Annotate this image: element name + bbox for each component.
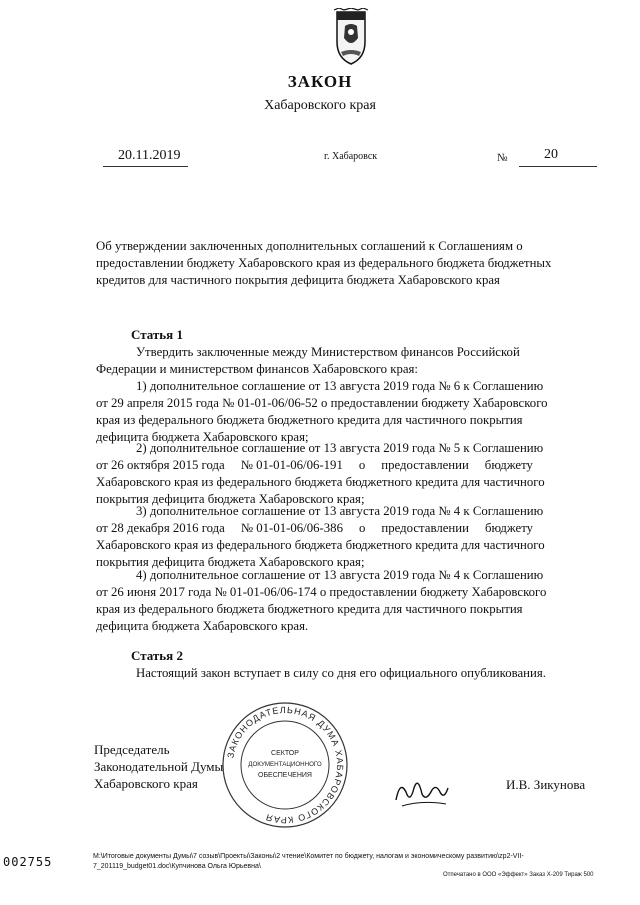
text-line: покрытия дефицита бюджета Хабаровского края;	[96, 492, 365, 506]
text-line: покрытия дефицита бюджета Хабаровского края;	[96, 555, 365, 569]
text-line: Федерации и министерством финансов Хабаровского края:	[96, 362, 418, 376]
text-line: 2) дополнительное соглашение от 13 августа 2019 года № 5 к Соглашению	[136, 441, 544, 455]
file-path	[93, 852, 613, 872]
text-line: от 26 октября 2015 года № 01-01-06/06-191 о предоставлении бюджету	[96, 458, 533, 472]
print-note: Отпечатано в ООО «Эффект» Заказ Х-209 Тираж 500	[443, 872, 594, 878]
article-1-item-2	[96, 440, 604, 508]
signatory-position	[94, 741, 223, 792]
document-number: 20	[544, 147, 558, 162]
text-line: 4) дополнительное соглашение от 13 августа 2019 года № 4 к Соглашению	[136, 568, 544, 582]
text-line: Утвердить заключенные между Министерством финансов Российской	[136, 345, 520, 359]
heading-line: кредитов для частичного покрытия дефицита бюджета Хабаровского края	[96, 273, 500, 287]
position-line: Председатель	[94, 742, 170, 757]
text-line: от 28 декабря 2016 года № 01-01-06/06-386 о предоставлении бюджету	[96, 521, 534, 535]
article-1-item-4	[96, 567, 604, 635]
text-line: от 29 апреля 2015 года № 01-01-06/06-52 о предоставлении бюджету Хабаровского	[96, 396, 548, 410]
text-line: края из федерального бюджета бюджетного кредита для частичного покрытия	[96, 413, 523, 427]
file-path-line: M:\Итоговые документы Думы\7 созыв\Проекты\Законы\2 чтение\Комитет по бюджету, налогам и экономическому развитию\zp2-VII-	[93, 853, 524, 860]
number-underline	[519, 166, 597, 167]
document-title: ЗАКОН	[287, 72, 353, 91]
signatory-name: И.В. Зикунова	[506, 777, 586, 792]
document-city: г. Хабаровск	[324, 151, 378, 162]
article-1-item-1	[96, 378, 604, 446]
position-line: Хабаровского края	[94, 776, 198, 791]
heading-line: Об утверждении заключенных дополнительных соглашений к Соглашениям о	[96, 239, 523, 253]
text-line: края из федерального бюджета бюджетного кредита для частичного покрытия	[96, 602, 523, 616]
date-underline	[103, 166, 188, 167]
document-code: 002755	[3, 855, 53, 869]
article-1-title: Статья 1	[131, 327, 183, 342]
stamp-center-line: СЕКТОР	[271, 750, 299, 757]
text-line: Хабаровского края из федерального бюджета бюджетного кредита для частичного	[96, 475, 545, 489]
handwritten-signature	[392, 770, 452, 810]
heading-line: предоставлении бюджету Хабаровского края из федерального бюджета бюджетных	[96, 256, 552, 270]
document-heading	[96, 238, 604, 289]
text-line: дефицита бюджета Хабаровского края.	[96, 619, 309, 633]
stamp-ring-text: ЗАКОНОДАТЕЛЬНАЯ ДУМА ХАБАРОВСКОГО КРАЯ	[225, 704, 346, 826]
text-line: 3) дополнительное соглашение от 13 августа 2019 года № 4 к Соглашению	[136, 504, 544, 518]
stamp-center-line: ОБЕСПЕЧЕНИЯ	[258, 772, 312, 779]
text-line: Настоящий закон вступает в силу со дня его официального опубликования.	[136, 666, 546, 680]
official-stamp	[220, 700, 350, 830]
article-2-text	[96, 665, 604, 682]
article-1-item-3	[96, 503, 604, 571]
text-line: дефицита бюджета Хабаровского края;	[96, 430, 309, 444]
stamp-center-line: ДОКУМЕНТАЦИОННОГО	[248, 761, 322, 768]
document-date: 20.11.2019	[118, 148, 181, 163]
file-path-line: 7_201119_budget01.doc\Купчинова Ольга Юрьевна\	[93, 863, 261, 870]
article-2-title: Статья 2	[131, 648, 183, 663]
text-line: 1) дополнительное соглашение от 13 августа 2019 года № 6 к Соглашению	[136, 379, 544, 393]
coat-of-arms-icon	[331, 8, 371, 68]
document-subtitle: Хабаровского края	[264, 98, 376, 113]
article-1-intro	[96, 344, 604, 378]
text-line: Хабаровского края из федерального бюджета бюджетного кредита для частичного	[96, 538, 545, 552]
number-sign: №	[497, 152, 508, 164]
position-line: Законодательной Думы	[94, 759, 224, 774]
text-line: от 26 июня 2017 года № 01-01-06/06-174 о предоставлении бюджету Хабаровского	[96, 585, 547, 599]
